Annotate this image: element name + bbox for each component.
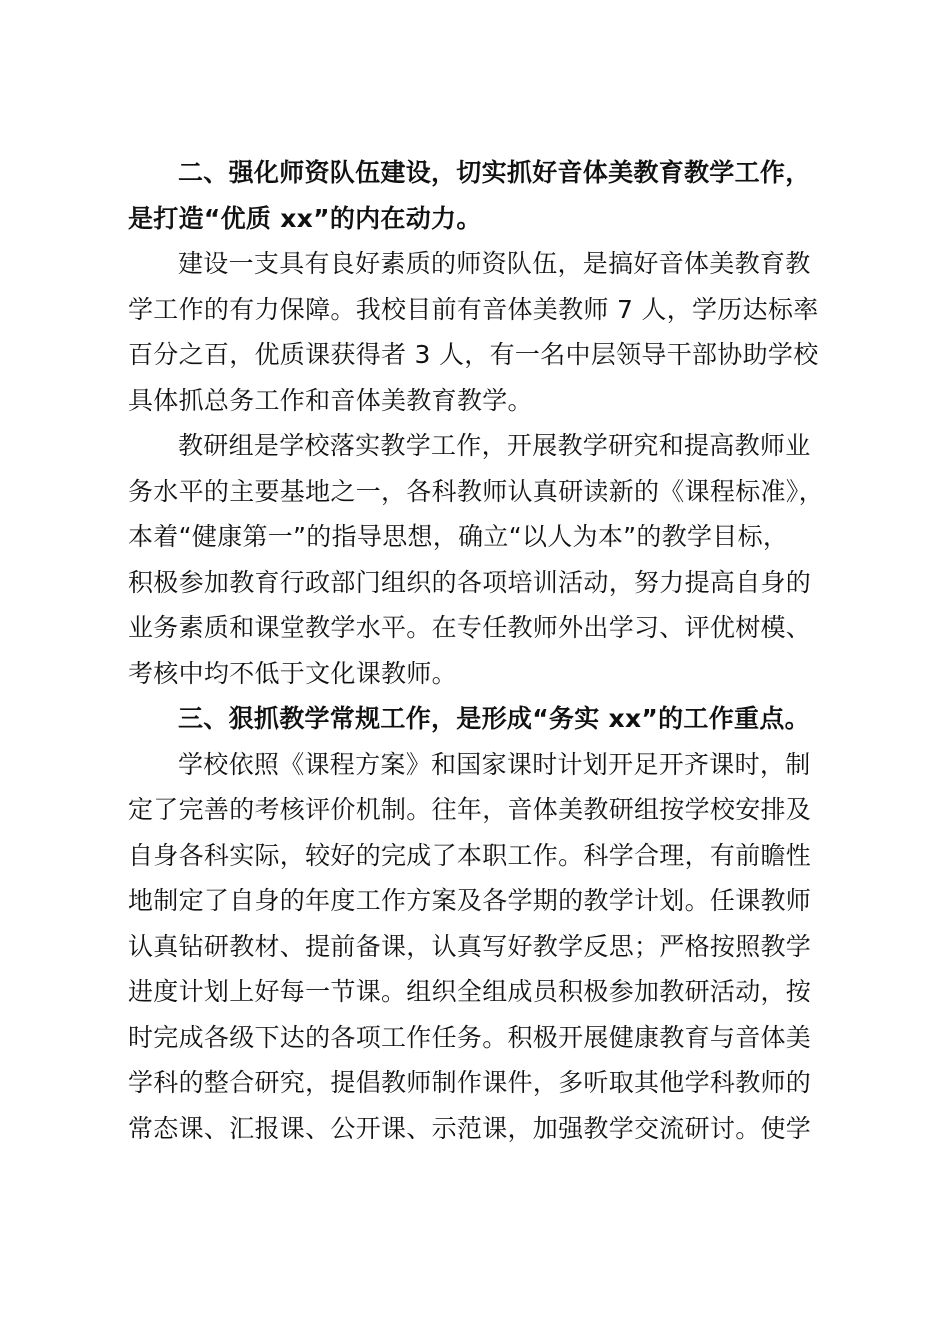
text-line: 学校依照《课程方案》和国家课时计划开足开齐课时，制 [178,749,811,779]
text-line: 百分之百，优质课获得者 3 人，有一名中层领导干部协助学校 [128,340,819,369]
text-line: 三、狠抓教学常规工作，是形成“务实 xx”的工作重点。 [178,704,810,733]
text-line: 是打造“优质 xx”的内在动力。 [128,203,482,233]
text-line: 积极参加教育行政部门组织的各项培训活动，努力提高自身的 [128,567,812,597]
text-line: 进度计划上好每一节课。组织全组成员积极参加教研活动，按 [128,977,812,1006]
document-body [128,150,848,1151]
text-line: 建设一支具有良好素质的师资队伍，是搞好音体美教育教 [178,249,811,278]
text-line: 学科的整合研究，提倡教师制作课件，多听取其他学科教师的 [128,1068,812,1097]
text-line: 教研组是学校落实教学工作，开展教学研究和提高教师业 [178,431,811,460]
text-line: 认真钻研教材、提前备课，认真写好教学反思；严格按照教学 [128,931,812,961]
text-line: 时完成各级下达的各项工作任务。积极开展健康教育与音体美 [128,1022,812,1052]
text-line: 学工作的有力保障。我校目前有音体美教师 7 人，学历达标率 [128,294,819,324]
text-line: 业务素质和课堂教学水平。在专任教师外出学习、评优树模、 [128,613,812,642]
text-line: 本着“健康第一”的指导思想，确立“以人为本”的教学目标， [128,522,789,551]
text-line: 考核中均不低于文化课教师。 [128,658,457,688]
text-line: 地制定了自身的年度工作方案及各学期的教学计划。任课教师 [128,886,812,915]
text-line: 二、强化师资队伍建设，切实抓好音体美教育教学工作， [178,158,811,187]
text-line: 务水平的主要基地之一，各科教师认真研读新的《课程标准》， [128,476,824,506]
text-line: 定了完善的考核评价机制。往年，音体美教研组按学校安排及 [128,795,812,824]
text-line: 常态课、汇报课、公开课、示范课，加强教学交流研讨。使学 [128,1113,812,1143]
text-line: 具体抓总务工作和音体美教育教学。 [128,385,533,415]
text-line: 自身各科实际，较好的完成了本职工作。科学合理，有前瞻性 [128,840,812,870]
